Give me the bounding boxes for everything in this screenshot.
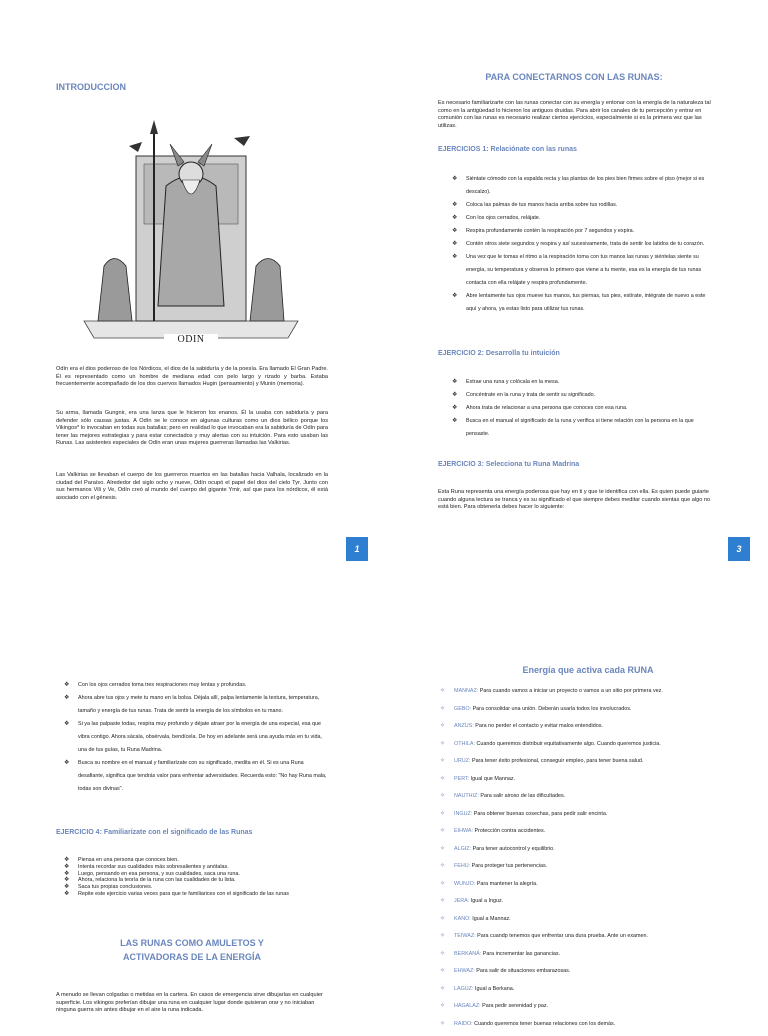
rune-name: OTHILA: <box>454 741 476 747</box>
rune-item <box>440 861 740 879</box>
rune-meaning: Para pedir serenidad y paz. <box>482 1003 548 1009</box>
rune-name: JERA: <box>454 898 471 904</box>
list-item: ❖ Contén otros siete segundos y respira y así sucesivamente, trata de sentir los latidos de tu corazón. <box>452 238 716 251</box>
odin-illustration <box>74 116 308 348</box>
list-item: ❖ Extrae una runa y colócala en la mesa. <box>452 376 716 389</box>
rune-name: EIHWA: <box>454 828 474 834</box>
exercise-2-title: EJERCICIO 2: Desarrolla tu intuición <box>438 350 560 357</box>
rune-meaning: Para cuandp tenemos que enfrentar una dura prueba. Ante un examen. <box>477 933 648 939</box>
list-item: ❖ Con los ojos cerrados toma tres respiraciones muy lentas y profundas. <box>64 679 330 692</box>
rune-meaning: Igual a Inguz. <box>471 898 503 904</box>
list-item: ❖ Luego, pensando en esa persona, y sus cualidades, saca una runa. <box>64 871 336 878</box>
connect-intro: Es necesario familiarizarte con las runas conectar con su energía y entonar con la energía de la naturaleza tal como en la antigüedad lo hicieron los antiguos druidas. Para abrir los canales de tu percepción y entrar en comunión con las runas es necesario realizar ciertos ejercicios, especialmente si es la primera vez que las utilizas. <box>438 100 716 130</box>
rune-meaning: Para tener autocontrol y equilibrio. <box>473 846 555 852</box>
rune-name: MANNAZ: <box>454 688 480 694</box>
rune-meaning: Para proteger tus pertenencias. <box>472 863 548 869</box>
rune-meaning: Para cuando vamos a iniciar un proyecto o vamos a un sitio por primera vez. <box>480 688 663 694</box>
list-item: ❖ Si ya las palpaste todas, respira muy profundo y déjate atraer por la energía de una especial, esa que vibra contigo. Ahora sácala, obsérvala, bendícela. De hoy en adelante será una ayuda más en tu vida, una de tus guías, tu Runa Madrina. <box>64 718 330 757</box>
list-item: ❖ Ahora abre tus ojos y mete tu mano en la bolsa. Déjala allí, palpa lentamente la textura, temperatura, tamaño y energía de tus runas. Trata de sentir la energía de los símbolos en tu mano. <box>64 692 330 718</box>
intro-paragraph-1: Odín era el dios poderoso de los Nórdicos, el dios de la sabiduría y de la poesía. Era llamado El Gran Padre. Él es representado como un hombre de mediana edad con pelo largo y rizado y barba. Estaba frecuentemente acompañado de los dos cuervos llamados Hugin (pensamiento) y Munin (memoria). <box>56 366 328 389</box>
rune-name: KANO: <box>454 916 472 922</box>
list-item: ❖ Ahora, relaciona la teoría de la runa con las cualidades de tu lista. <box>64 877 336 884</box>
rune-name: WUNJO: <box>454 881 477 887</box>
rune-name: NAUTHIZ: <box>454 793 480 799</box>
rune-meaning: Para salir airoso de las dificultades. <box>480 793 565 799</box>
exercise-2-list <box>452 376 716 441</box>
exercise-1-list <box>452 173 716 316</box>
rune-name: LAGUZ: <box>454 986 475 992</box>
rune-meaning: Para obtener buenas cosechas, para pedir salir encinta. <box>474 811 608 817</box>
rune-item <box>440 914 740 932</box>
rune-name: PERT: <box>454 776 471 782</box>
list-item: ❖ Siéntate cómodo con la espalda recta y las plantas de los pies bien firmes sobre el piso (mejor si es descalzo). <box>452 173 716 199</box>
rune-item <box>440 879 740 897</box>
rune-item <box>440 826 740 844</box>
rune-name: RAIDO: <box>454 1021 474 1027</box>
rune-meaning: Para tener éxito profesional, conseguir empleo, para tener buena salud. <box>472 758 643 764</box>
rune-item <box>440 686 740 704</box>
rune-item <box>440 1019 740 1036</box>
rune-meaning: Igual a Mannaz. <box>472 916 510 922</box>
rune-name: HAGALAZ: <box>454 1003 482 1009</box>
list-item: ❖ Abre lentamente tus ojos mueve tus manos, tus piernas, tus pies, estírate, intégrate de nuevo a este aquí y ahora, ya estas listo para utilizar tus runas. <box>452 290 716 316</box>
rune-name: BERKANÁ: <box>454 951 483 957</box>
rune-meaning: Para incrementar las ganancias. <box>483 951 560 957</box>
list-item: ❖ Intenta recordar sus cualidades más sobresalientes y anótalas. <box>64 864 336 871</box>
amulets-title-line-1: LAS RUNAS COMO AMULETOS Y <box>56 936 328 950</box>
rune-name: GEBO: <box>454 706 473 712</box>
list-item: ❖ Concéntrate en la runa y trata de sentir su significado. <box>452 389 716 402</box>
rune-item <box>440 896 740 914</box>
image-caption: ODIN <box>74 334 308 345</box>
rune-meaning: Para no perder el contacto y evitar malos entendidos. <box>475 723 603 729</box>
list-item: ❖ Repite este ejercicio varias veces para que te familiarices con el significado de las runas <box>64 891 336 898</box>
list-item: ❖ Busca su nombre en el manual y familiarízate con su significado, medita en él. Si es una Runa desafiante, significa que tendrás valor para enfrentar adversidades. Recuerda esto: "No hay Runa mala, todas son divinas". <box>64 757 330 796</box>
rune-item <box>440 931 740 949</box>
rune-meaning: Para mantener la alegría. <box>477 881 538 887</box>
rune-name: INGUZ: <box>454 811 474 817</box>
rune-meaning: Cuando queremos tener buenas relaciones con los demás. <box>474 1021 615 1027</box>
rune-meaning: Para salir de situaciones embarazosas. <box>476 968 570 974</box>
rune-energy-list <box>440 686 740 1036</box>
rune-energy-title: Energía que activa cada RUNA <box>438 665 738 675</box>
list-item: ❖ Saca tus propias conclusiones. <box>64 884 336 891</box>
amulets-title <box>56 936 328 964</box>
connect-title: PARA CONECTARNOS CON LAS RUNAS: <box>438 72 710 82</box>
exercise-4-title: EJERCICIO 4: Familiarízate con el significado de las Runas <box>56 829 252 836</box>
rune-item <box>440 791 740 809</box>
rune-item <box>440 966 740 984</box>
list-item: ❖ Busca en el manual el significado de la runa y verifica si tiene relación con la persona en la que pensaste. <box>452 415 716 441</box>
rune-name: URUZ: <box>454 758 472 764</box>
rune-meaning: Para consolidar una unión. Deberán usarla todos los involucrados. <box>473 706 632 712</box>
rune-name: FEHU: <box>454 863 472 869</box>
rune-item <box>440 756 740 774</box>
rune-item <box>440 774 740 792</box>
rune-item <box>440 704 740 722</box>
rune-meaning: Igual a Berkana. <box>475 986 514 992</box>
intro-paragraph-2: Su arma, llamada Gungnir, era una lanza que le hicieron los enanos. Él la usaba con sabiduría y para defender sólo causas justas. A Odín se le conoce en algunas culturas como un dios bélico porque los Vikingos* lo invocaban en todas sus batallas; pero en realidad lo que invocaban era la sabiduría de Odín para tener las mejores estrategias y para estar conectados y muy alertas con su intuición. Para esto usaban las Runas. Las asistentes especiales de Odín eran unas mujeres guerreras llamadas las Valkirias. <box>56 410 328 448</box>
rune-item <box>440 739 740 757</box>
rune-meaning: Protección contra accidentes. <box>474 828 545 834</box>
rune-item <box>440 949 740 967</box>
exercise-3-text: Esta Runa representa una energía poderosa que hay en ti y que te identifica con ella. Es quien puede guiarte cuando alguna lectura se tranca y es su significado el que siempre debes meditar cuando sientas que algo no está bien. Para obtenerla debes hacer lo siguiente: <box>438 489 716 512</box>
rune-meaning: Igual que Mannaz. <box>471 776 515 782</box>
rune-name: EHWAZ: <box>454 968 476 974</box>
rune-name: ALGIZ: <box>454 846 473 852</box>
page-number-1: 1 <box>346 537 368 561</box>
amulets-title-line-2: ACTIVADORAS DE LA ENERGÍA <box>56 950 328 964</box>
list-item: ❖ Respira profundamente contén la respiración por 7 segundos y expira. <box>452 225 716 238</box>
madrina-steps-list <box>64 679 330 796</box>
exercise-4-list <box>64 857 336 898</box>
intro-paragraph-3: Las Valkirias se llevaban el cuerpo de los guerreros muertos en las batallas hacia Valhala, localizado en la ciudad del Paraíso. Alrededor del siglo ocho y nueve, Odín ocupó el papel del dios del cielo Tyr. Junto con sus hermanos Vili y Ve, Odín creó al mundo del cuerpo del gigante Ymir, así que para los nórdicos, él está asociado con el génesis. <box>56 472 328 502</box>
list-item: ❖ Una vez que le tomas el ritmo a la respiración toma con tus manos las runas y siéntelas siente su energía, su temperatura y observa lo primero que viene a tu mente, esa es la energía de tus runas contacta con ella relájate y respira profundamente. <box>452 251 716 290</box>
rune-name: TEIWAZ: <box>454 933 477 939</box>
rune-item <box>440 809 740 827</box>
rune-item <box>440 984 740 1002</box>
exercise-1-title: EJERCICIOS 1: Relaciónate con las runas <box>438 146 577 153</box>
page-number-3: 3 <box>728 537 750 561</box>
rune-name: ANZUS: <box>454 723 475 729</box>
amulets-text: A menudo se llevan colgadas o metidas en la cartera. En casos de emergencia sirve dibujarlas en cualquier superficie. Los vikingos preferían dibujar una runa en cualquier lugar donde quisieran orar y no iniciaban ninguna guerra sin antes dibujar en el aire la runa indicada. <box>56 992 332 1015</box>
list-item: ❖ Coloca las palmas de tus manos hacia arriba sobre tus rodillas. <box>452 199 716 212</box>
rune-item <box>440 721 740 739</box>
list-item: ❖ Ahora trata de relacionar a una persona que conoces con esa runa. <box>452 402 716 415</box>
rune-item <box>440 844 740 862</box>
rune-item <box>440 1001 740 1019</box>
exercise-3-title: EJERCICIO 3: Selecciona tu Runa Madrina <box>438 461 579 468</box>
list-item: ❖ Con los ojos cerrados, relájate. <box>452 212 716 225</box>
list-item: ❖ Piensa en una persona que conoces bien. <box>64 857 336 864</box>
rune-meaning: Cuando queremos distribuir equitativamente algo. Cuando queremos justicia. <box>476 741 660 747</box>
intro-title: INTRODUCCION <box>56 82 126 92</box>
